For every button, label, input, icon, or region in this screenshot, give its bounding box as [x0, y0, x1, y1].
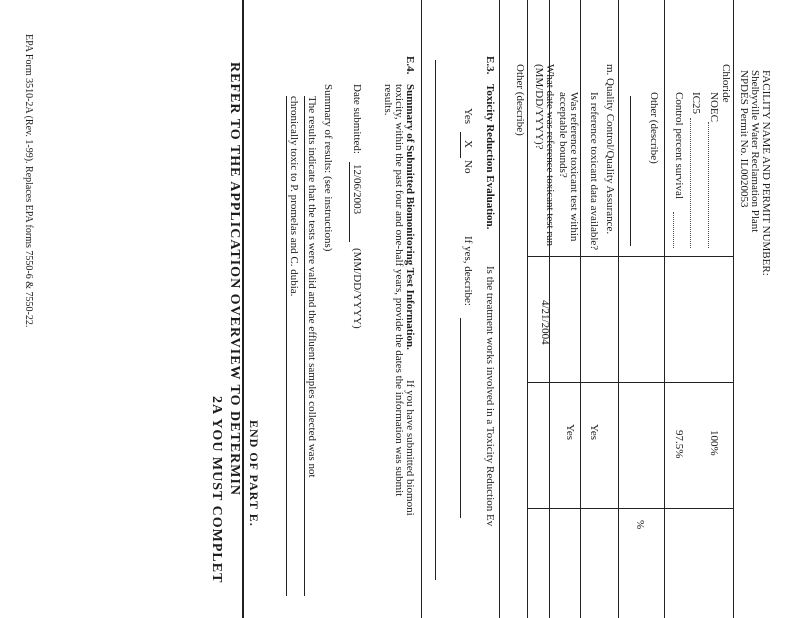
section-rule-e3	[499, 0, 500, 618]
e3-no-checkmark: X	[462, 140, 474, 148]
table-rule-2	[664, 0, 665, 618]
refer-instruction-1: REFER TO THE APPLICATION OVERVIEW TO DETERMIN	[227, 62, 242, 497]
date-ref-label-1: What date was reference toxicant test run	[544, 64, 556, 247]
control-survival-value: 97.5%	[673, 430, 685, 459]
table-rule-4	[580, 0, 581, 618]
noec-dots	[708, 122, 709, 248]
qa-label: m. Quality Control/Quality Assurance.	[604, 64, 616, 235]
table-rule-6	[527, 0, 528, 618]
facility-name-heading: FACILITY NAME AND PERMIT NUMBER:	[760, 70, 772, 276]
e3-no-label: No	[462, 160, 474, 174]
ref-within-label-2: acceptable bounds?	[557, 92, 569, 178]
e4-text-1: If you have submitted biomoni	[404, 380, 416, 516]
end-of-part-e: END OF PART E.	[247, 420, 261, 527]
e4-date-format: (MM/DD/YYYY)	[351, 248, 363, 329]
ref-within-value: Yes	[564, 424, 576, 441]
ref-tox-available-value: Yes	[588, 424, 600, 441]
table-col-divider-2	[528, 382, 734, 383]
ic25-dots	[690, 118, 691, 248]
other-blank	[630, 96, 631, 246]
e3-question: Is the treatment works involved in a Toxicity Reduction Ev	[484, 266, 496, 527]
date-ref-value: 4/21/2004	[539, 300, 551, 345]
noec-value: 100%	[708, 430, 720, 456]
noec-label: NOEC	[708, 92, 720, 122]
e3-describe-blank	[460, 318, 461, 518]
e4-date-blank	[349, 162, 350, 242]
facility-name: Shelbyville Water Reclamation Plant	[749, 70, 761, 233]
e3-yes-blank	[460, 132, 461, 158]
ic25-label: IC25	[690, 92, 702, 114]
other-describe-label: Other (describe)	[514, 64, 526, 136]
table-col-divider-1	[528, 256, 734, 257]
e3-title: Toxicity Reduction Evaluation.	[484, 84, 496, 230]
e3-yes-label: Yes	[462, 108, 474, 125]
e3-if-yes-label: If yes, describe:	[462, 236, 474, 306]
ref-within-label-1: Was reference toxicant test within	[568, 92, 580, 242]
section-rule-e4	[421, 0, 422, 618]
other-label: Other (describe)	[648, 92, 660, 164]
e4-summary-line-1: The results indicate that the tests were valid and the effluent samples collected was not	[306, 96, 318, 478]
table-rule-3	[618, 0, 619, 618]
e3-number: E.3.	[484, 56, 496, 75]
e4-summary-rule-1	[304, 96, 305, 596]
e3-describe-line-2	[435, 60, 436, 580]
date-ref-label-2: (MM/DD/YYYY)?	[533, 64, 545, 150]
control-dots	[673, 212, 674, 248]
e4-number: E.4.	[404, 56, 416, 75]
form-id-footer: EPA Form 3510-2A (Rev. 1-99). Replaces EPA forms 7550-6 & 7550-22.	[23, 34, 34, 328]
e4-title: Summary of Submitted Biomonitoring Test Information.	[404, 84, 416, 350]
table-top-rule	[733, 0, 734, 618]
e4-text-3: results.	[382, 84, 394, 116]
control-survival-label: Control percent survival	[673, 92, 685, 199]
ref-tox-available-label: Is reference toxicant data available?	[588, 92, 600, 251]
e4-summary-line-2: chronically toxic to P. promelas and C. dubia.	[288, 96, 300, 297]
other-percent: %	[634, 520, 646, 530]
table-col-divider-3	[528, 508, 734, 509]
e4-date-label: Date submitted:	[351, 84, 363, 154]
e4-summary-label: Summary of results: (see instructions)	[322, 84, 334, 252]
refer-instruction-2: 2A YOU MUST COMPLET	[209, 396, 224, 584]
e4-summary-rule-2	[286, 96, 287, 596]
e4-date-value: 12/06/2003	[351, 164, 363, 215]
chloride-label: Chloride	[720, 64, 732, 103]
end-rule	[242, 0, 244, 618]
permit-number: NPDES Permit No. IL0020053	[738, 70, 750, 208]
e4-text-2: toxicity, within the past four and one-half years, provide the dates the information was submit	[393, 84, 405, 497]
